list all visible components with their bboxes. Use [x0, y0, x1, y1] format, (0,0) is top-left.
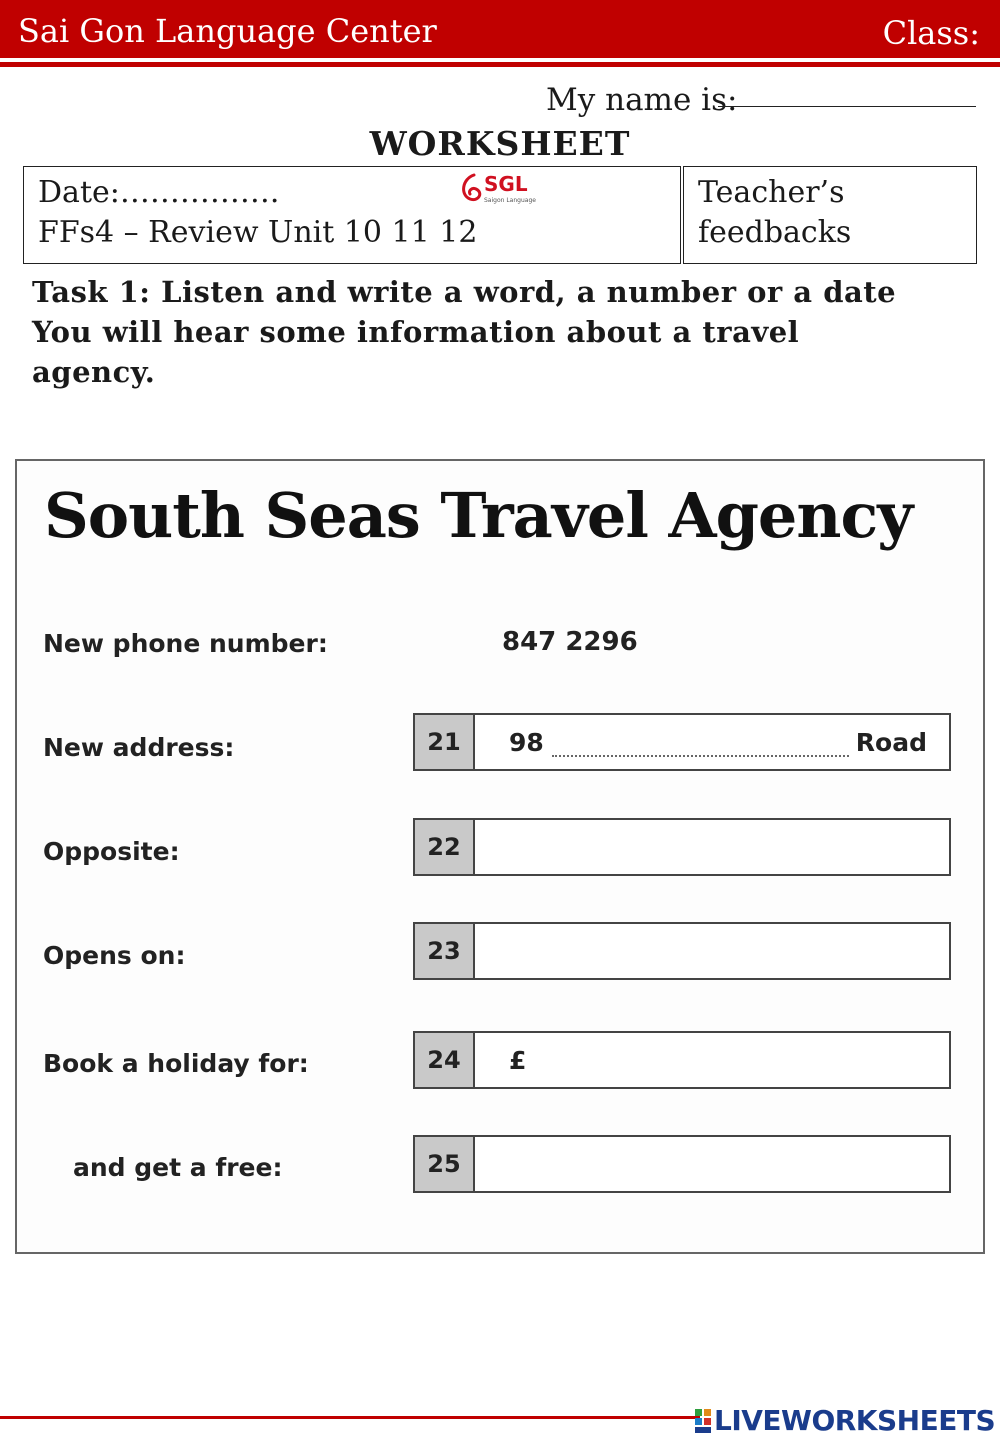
question-number: 22	[415, 820, 475, 874]
name-label: My name is:	[546, 82, 738, 118]
sgl-logo	[456, 169, 556, 209]
pound-sign: £	[509, 1045, 527, 1075]
holiday-price-input[interactable]	[533, 1033, 949, 1087]
worksheet-title: WORKSHEET	[369, 124, 631, 163]
answer-row-23	[413, 922, 951, 980]
holiday-label: Book a holiday for:	[43, 1049, 309, 1078]
feedback-label-1: Teacher’s	[698, 175, 845, 210]
header-bar	[0, 0, 1000, 58]
feedback-box	[683, 166, 977, 264]
liveworksheets-icon	[694, 1408, 712, 1434]
name-input-line[interactable]	[718, 106, 976, 107]
brand-text: LIVEWORKSHEETS	[714, 1404, 996, 1437]
task-instructions	[32, 272, 972, 392]
opens-on-label: Opens on:	[43, 941, 186, 970]
date-field: Date:…………….	[38, 175, 280, 210]
question-number: 21	[415, 715, 475, 769]
address-suffix: Road	[855, 727, 927, 757]
opens-on-input[interactable]	[477, 924, 949, 978]
header-divider	[0, 62, 1000, 67]
address-input[interactable]	[555, 715, 849, 769]
task-description: You will hear some information about a travel	[32, 315, 800, 349]
liveworksheets-logo	[694, 1404, 995, 1437]
center-name: Sai Gon Language Center	[18, 12, 437, 50]
task-description-end: agency.	[32, 355, 156, 389]
footer-divider	[0, 1416, 700, 1419]
travel-agency-card	[15, 459, 985, 1254]
svg-text:Saigon Language: Saigon Language	[484, 197, 536, 204]
phone-label: New phone number:	[43, 629, 328, 658]
opposite-label: Opposite:	[43, 837, 180, 866]
question-number: 23	[415, 924, 475, 978]
answer-row-21	[413, 713, 951, 771]
class-label: Class:	[882, 14, 980, 52]
question-number: 25	[415, 1137, 475, 1191]
unit-title: FFs4 – Review Unit 10 11 12	[38, 215, 478, 250]
address-prefix: 98	[509, 727, 544, 757]
free-item-input[interactable]	[477, 1137, 949, 1191]
answer-row-22	[413, 818, 951, 876]
info-box	[23, 166, 681, 264]
answer-row-24	[413, 1031, 951, 1089]
address-label: New address:	[43, 733, 235, 762]
svg-text:SGL: SGL	[484, 172, 528, 196]
feedback-label-2: feedbacks	[698, 215, 852, 250]
free-item-label: and get a free:	[73, 1153, 283, 1182]
opposite-input[interactable]	[477, 820, 949, 874]
task-heading: Task 1: Listen and write a word, a number or a date	[32, 275, 897, 309]
phone-value: 847 2296	[502, 627, 638, 657]
answer-row-25	[413, 1135, 951, 1193]
question-number: 24	[415, 1033, 475, 1087]
card-title: South Seas Travel Agency	[44, 479, 913, 552]
